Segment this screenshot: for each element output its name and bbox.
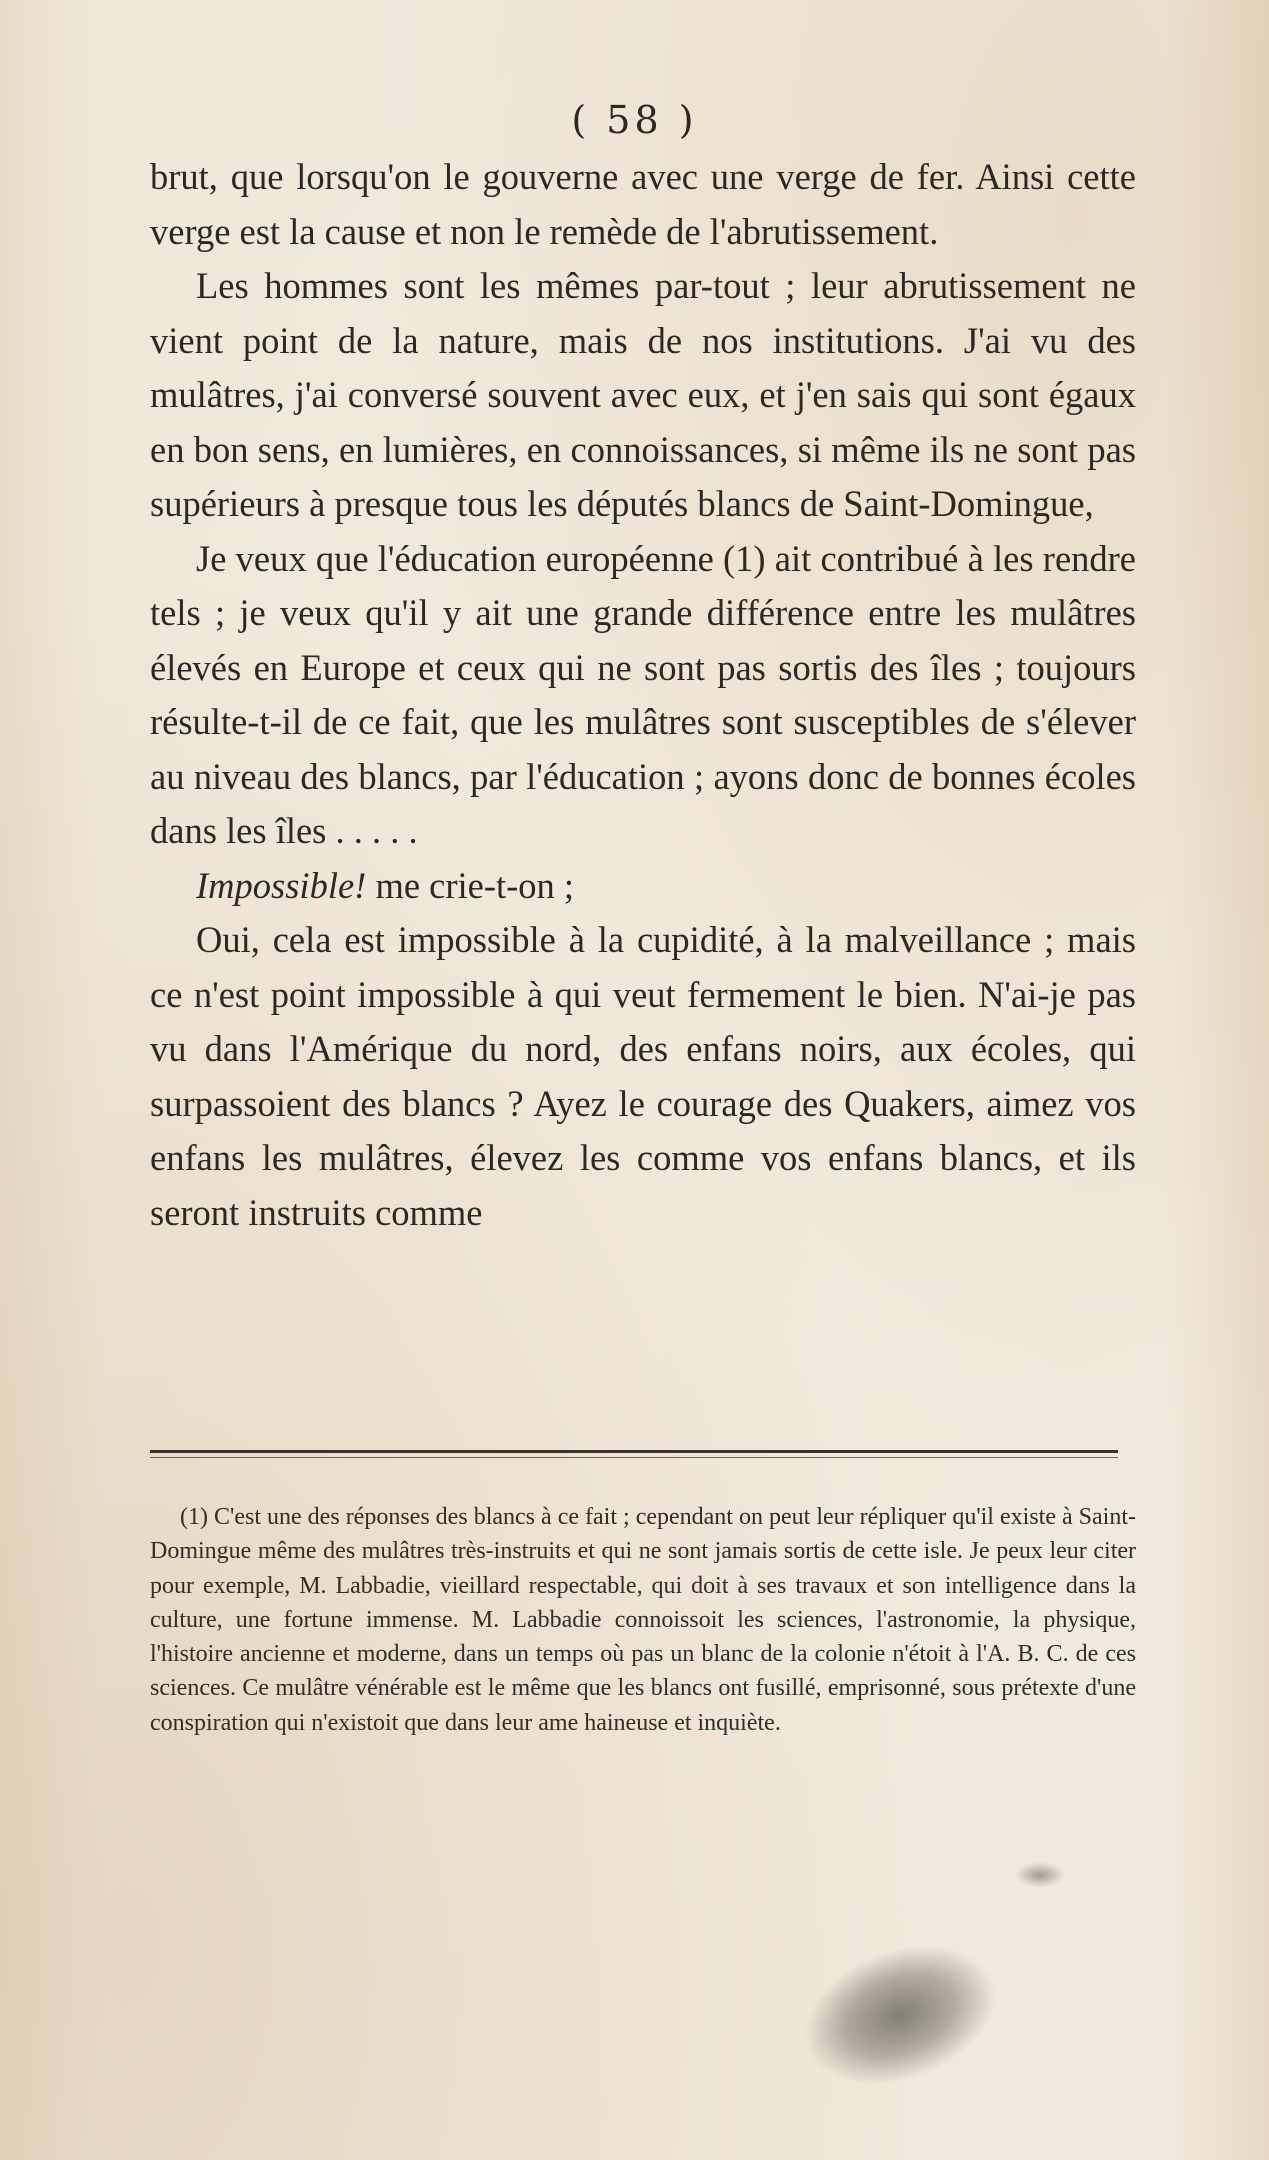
paragraph: Les hommes sont les mêmes par-tout ; leur abrutissement ne vient point de la nature, mais de nos institutions. J'ai vu des mulâtres, j'ai conversé souvent avec eux, et j'en sais qui sont égaux en bon sens, en lumières, en connoissances, si même ils ne sont pas supérieurs à presque tous les députés blancs de Saint-Domingue,: [150, 265, 1136, 524]
ink-stain: [784, 1920, 1016, 2111]
italic-exclamation: Impossible!: [196, 864, 367, 906]
paragraph-impossible: [150, 859, 1136, 914]
footnote: [150, 1500, 1136, 1740]
main-text: [150, 150, 1136, 1240]
footnote-rule: [150, 1450, 1118, 1453]
paragraph: Oui, cela est impossible à la cupidité, à la malveillance ; mais ce n'est point impossible à qui veut fermement le bien. N'ai-je pas vu dans l'Amérique du nord, des enfans noirs, aux écoles, qui surpassoient des blancs ? Ayez le courage des Quakers, aimez vos enfans les mulâtres, élevez les comme vos enfans blancs, et ils seront instruits comme: [150, 919, 1136, 1233]
paragraph-continued: brut, que lorsqu'on le gouverne avec une verge de fer. Ainsi cette verge est la cause et non le remède de l'abrutissement.: [150, 156, 1136, 252]
ink-stain-small: [1015, 1862, 1065, 1888]
footnote-text: (1) C'est une des réponses des blancs à ce fait ; cependant on peut leur répliquer qu'il existe à Saint-Domingue même des mulâtres très-instruits et qui ne sont jamais sortis de cette isle. Je peux leur citer pour exemple, M. Labbadie, vieillard respectable, qui doit à ses travaux et son intelligence dans la culture, une fortune immense. M. Labbadie connoissoit les sciences, l'astronomie, la physique, l'histoire ancienne et moderne, dans un temps où pas un blanc de la colonie n'étoit à l'A. B. C. de ces sciences. Ce mulâtre vénérable est le même que les blancs ont fusillé, emprisonné, sous prétexte d'une conspiration qui n'existoit que dans leur ame haineuse et inquiète.: [150, 1504, 1136, 1736]
footnote-rule-thin: [150, 1457, 1118, 1458]
paragraph: Je veux que l'éducation européenne (1) ait contribué à les rendre tels ; je veux qu'il y ait une grande différence entre les mulâtres élevés en Europe et ceux qui ne sont pas sortis des îles ; toujours résulte-t-il de ce fait, que les mulâtres sont susceptibles de s'élever au niveau des blancs, par l'éducation ; ayons donc de bonnes écoles dans les îles . . . . .: [150, 537, 1136, 851]
paragraph-rest: me crie-t-on ;: [375, 864, 575, 906]
page-number: ( 58 ): [571, 98, 698, 142]
